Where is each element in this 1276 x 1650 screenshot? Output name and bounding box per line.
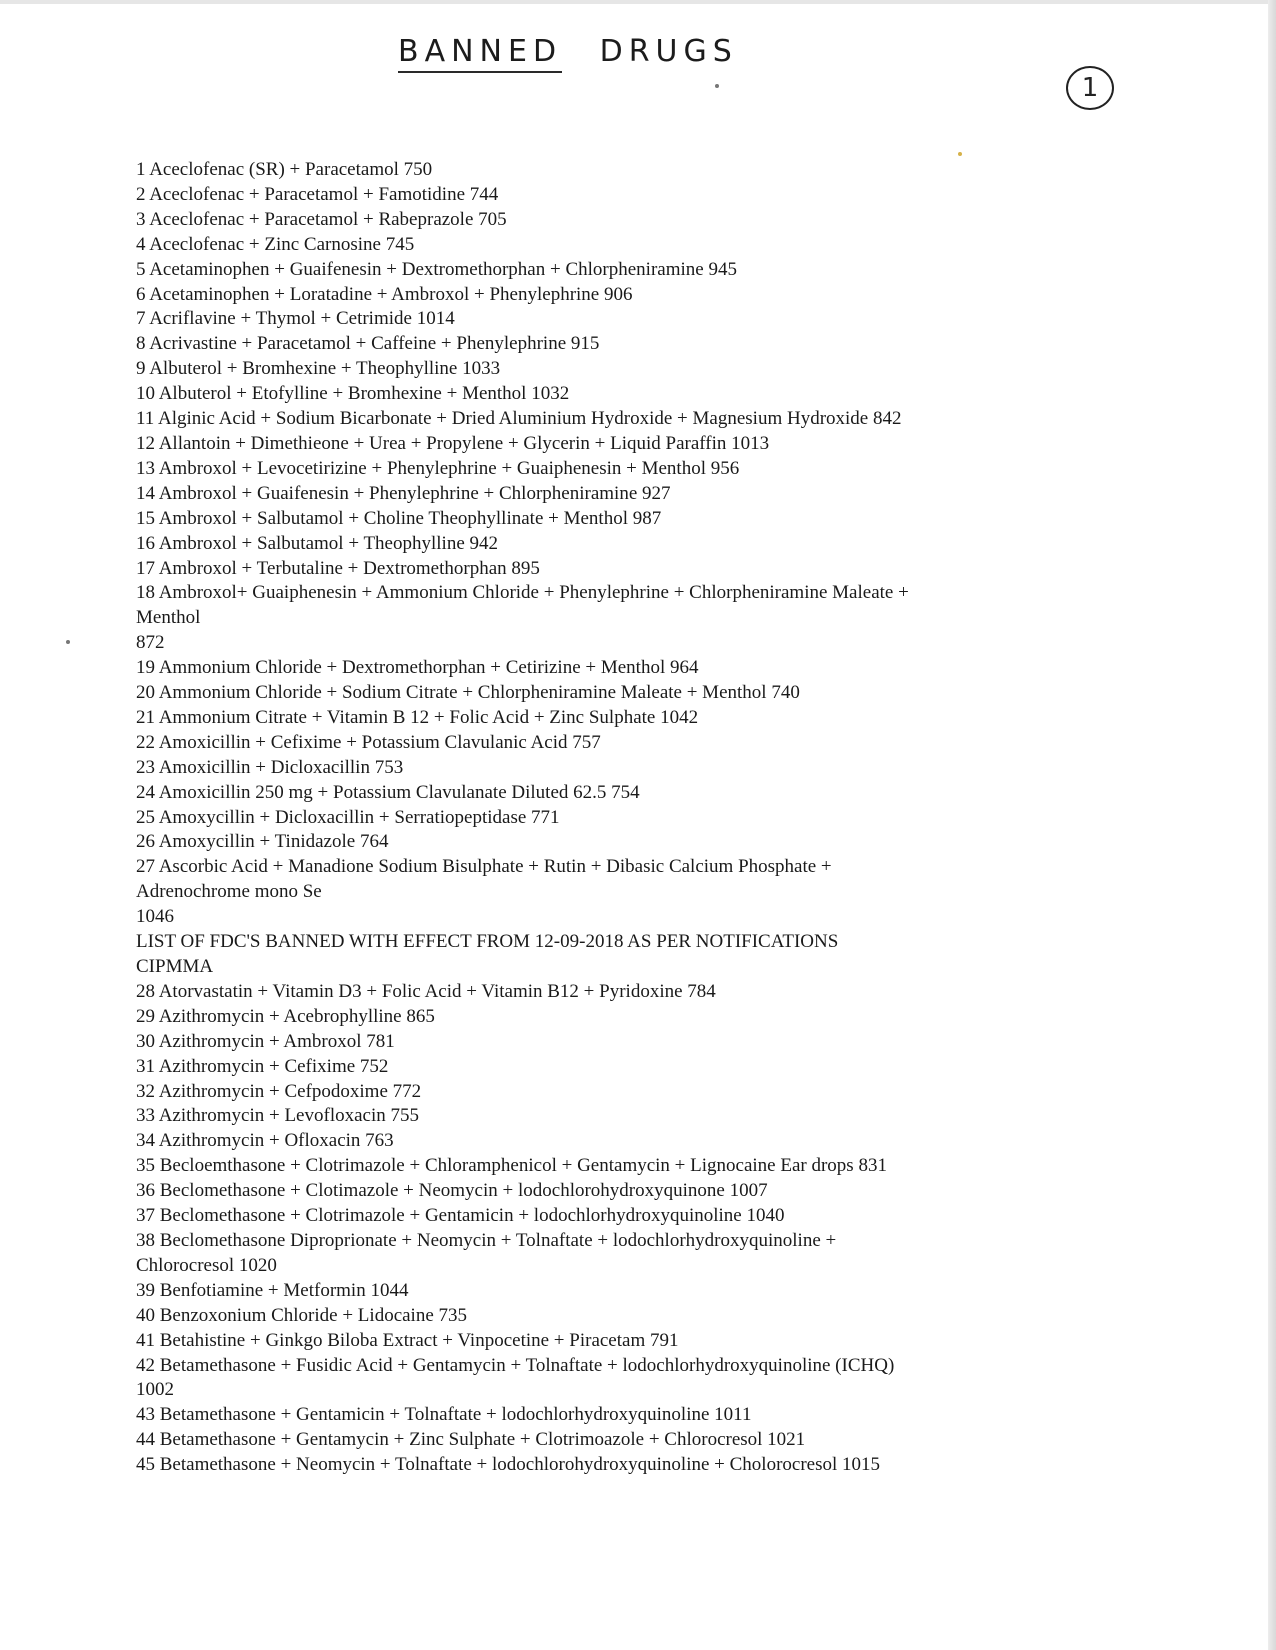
list-line: 20 Ammonium Chloride + Sodium Citrate + Chlorpheniramine Maleate + Menthol 740 [136, 682, 800, 704]
banned-drug-list [136, 158, 1116, 1478]
list-line: 39 Benfotiamine + Metformin 1044 [136, 1279, 409, 1301]
list-line: 22 Amoxicillin + Cefixime + Potassium Clavulanic Acid 757 [136, 731, 601, 753]
scan-speck [66, 640, 70, 644]
list-line: 18 Ambroxol+ Guaiphenesin + Ammonium Chloride + Phenylephrine + Chlorpheniramine Maleate + [136, 582, 909, 604]
list-line: 33 Azithromycin + Levofloxacin 755 [136, 1105, 419, 1127]
list-line: 4 Aceclofenac + Zinc Carnosine 745 [136, 233, 415, 255]
list-line: 43 Betamethasone + Gentamicin + Tolnaftate + lodochlorhydroxyquinoline 1011 [136, 1404, 752, 1426]
list-line: 32 Azithromycin + Cefpodoxime 772 [136, 1080, 422, 1102]
list-line: 45 Betamethasone + Neomycin + Tolnaftate + lodochlorohydroxyquinoline + Cholorocresol 1015 [136, 1454, 881, 1476]
list-line: 24 Amoxicillin 250 mg + Potassium Clavulanate Diluted 62.5 754 [136, 781, 640, 803]
list-line: 12 Allantoin + Dimethieone + Urea + Propylene + Glycerin + Liquid Paraffin 1013 [136, 432, 770, 454]
scan-top-edge [0, 0, 1276, 4]
list-line: 13 Ambroxol + Levocetirizine + Phenylephrine + Guaiphenesin + Menthol 956 [136, 457, 740, 479]
list-line: 42 Betamethasone + Fusidic Acid + Gentamycin + Tolnaftate + lodochlorhydroxyquinoline (ICHQ) [136, 1354, 895, 1376]
list-line: 38 Beclomethasone Diproprionate + Neomycin + Tolnaftate + lodochlorhydroxyquinoline + [136, 1229, 837, 1251]
list-line: 15 Ambroxol + Salbutamol + Choline Theophyllinate + Menthol 987 [136, 507, 662, 529]
list-line: 31 Azithromycin + Cefixime 752 [136, 1055, 389, 1077]
list-line: 30 Azithromycin + Ambroxol 781 [136, 1030, 395, 1052]
list-line: 36 Beclomethasone + Clotimazole + Neomycin + lodochlorohydroxyquinone 1007 [136, 1180, 768, 1202]
list-line: 7 Acriflavine + Thymol + Cetrimide 1014 [136, 308, 455, 330]
list-line: 872 [136, 632, 165, 654]
list-line: 40 Benzoxonium Chloride + Lidocaine 735 [136, 1304, 468, 1326]
list-line: 14 Ambroxol + Guaifenesin + Phenylephrine + Chlorpheniramine 927 [136, 482, 671, 504]
list-line: CIPMMA [136, 956, 214, 977]
list-line: 9 Albuterol + Bromhexine + Theophylline 1033 [136, 358, 501, 380]
list-line: 26 Amoxycillin + Tinidazole 764 [136, 831, 389, 853]
list-line: 21 Ammonium Citrate + Vitamin B 12 + Folic Acid + Zinc Sulphate 1042 [136, 706, 699, 728]
list-line: 1046 [136, 906, 174, 928]
list-line: Chlorocresol 1020 [136, 1254, 277, 1276]
scan-speck [958, 152, 962, 156]
circled-page-number: 1 [1066, 66, 1114, 110]
list-line: 34 Azithromycin + Ofloxacin 763 [136, 1130, 394, 1152]
list-line: 8 Acrivastine + Paracetamol + Caffeine + Phenylephrine 915 [136, 333, 600, 355]
list-line: 28 Atorvastatin + Vitamin D3 + Folic Acid + Vitamin B12 + Pyridoxine 784 [136, 980, 716, 1002]
list-line: 41 Betahistine + Ginkgo Biloba Extract + Vinpocetine + Piracetam 791 [136, 1329, 679, 1351]
list-line: 37 Beclomethasone + Clotrimazole + Gentamicin + lodochlorhydroxyquinoline 1040 [136, 1205, 785, 1227]
scan-speck [715, 84, 719, 88]
list-line: 17 Ambroxol + Terbutaline + Dextromethorphan 895 [136, 557, 540, 579]
scan-page-edge [1268, 0, 1276, 1650]
list-line: 5 Acetaminophen + Guaifenesin + Dextromethorphan + Chlorpheniramine 945 [136, 258, 737, 280]
list-line: 11 Alginic Acid + Sodium Bicarbonate + Dried Aluminium Hydroxide + Magnesium Hydroxide 842 [136, 408, 902, 430]
list-line: 23 Amoxicillin + Dicloxacillin 753 [136, 756, 404, 778]
list-line: 35 Becloemthasone + Clotrimazole + Chloramphenicol + Gentamycin + Lignocaine Ear drops 831 [136, 1155, 887, 1177]
list-line: 1 Aceclofenac (SR) + Paracetamol 750 [136, 159, 433, 180]
list-line: Adrenochrome mono Se [136, 881, 322, 903]
list-line: 10 Albuterol + Etofylline + Bromhexine + Menthol 1032 [136, 383, 570, 405]
list-line: 25 Amoxycillin + Dicloxacillin + Serratiopeptidase 771 [136, 806, 560, 828]
title-word-banned: BANNED [398, 34, 562, 73]
list-line: 16 Ambroxol + Salbutamol + Theophylline 942 [136, 532, 499, 554]
list-line: Menthol [136, 607, 201, 629]
list-line: 3 Aceclofenac + Paracetamol + Rabeprazole 705 [136, 208, 507, 230]
list-line: LIST OF FDC'S BANNED WITH EFFECT FROM 12-09-2018 AS PER NOTIFICATIONS [136, 931, 839, 953]
list-line: 27 Ascorbic Acid + Manadione Sodium Bisulphate + Rutin + Dibasic Calcium Phosphate + [136, 856, 832, 878]
list-line: 29 Azithromycin + Acebrophylline 865 [136, 1005, 435, 1027]
list-line: 44 Betamethasone + Gentamycin + Zinc Sulphate + Clotrimoazole + Chlorocresol 1021 [136, 1429, 806, 1451]
list-line: 1002 [136, 1379, 174, 1401]
title-word-drugs: DRUGS [599, 34, 738, 69]
handwritten-title [398, 34, 738, 73]
list-line: 6 Acetaminophen + Loratadine + Ambroxol + Phenylephrine 906 [136, 283, 633, 305]
list-line: 19 Ammonium Chloride + Dextromethorphan + Cetirizine + Menthol 964 [136, 657, 699, 679]
list-line: 2 Aceclofenac + Paracetamol + Famotidine 744 [136, 183, 499, 205]
